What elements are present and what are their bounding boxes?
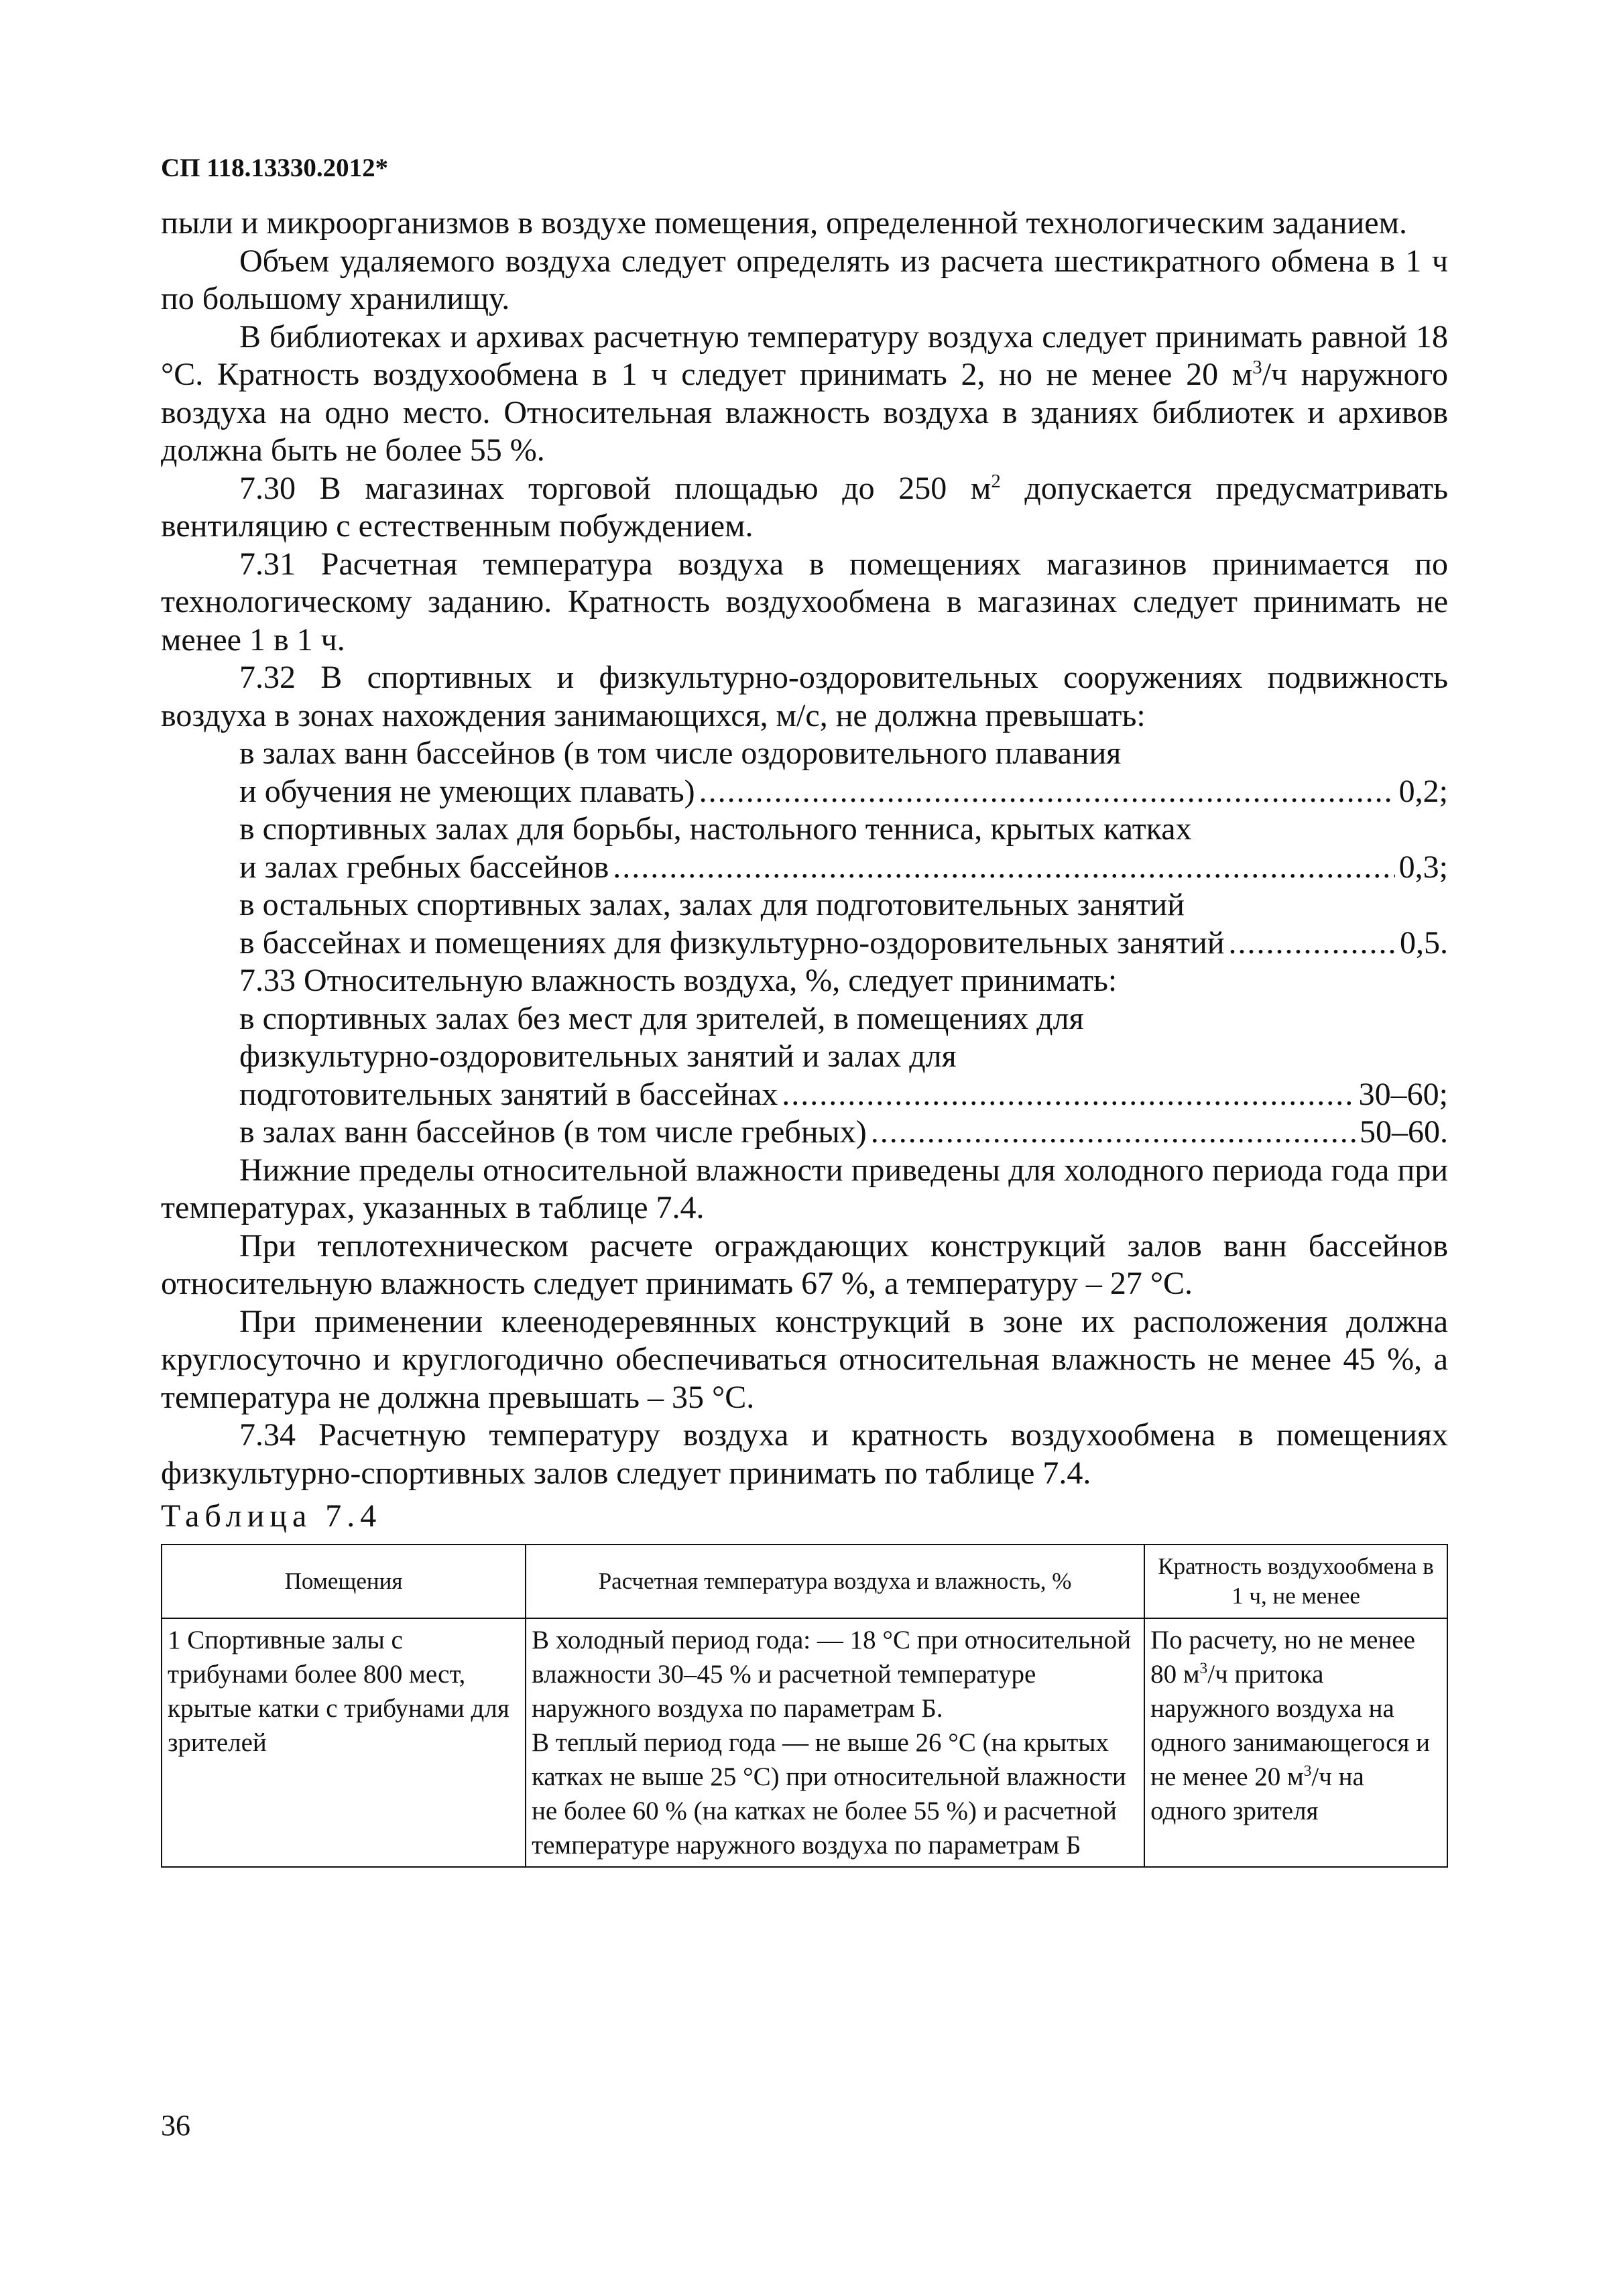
table-cell (1144, 1618, 1447, 1867)
table-row (162, 1618, 1447, 1867)
table-caption: Таблица 7.4 (161, 1498, 382, 1534)
text-segment: /ч притока наружного воздуха на одного занимающегося и не менее 20 м (1150, 1659, 1430, 1791)
paragraph: 7.33 Относительную влажность воздуха, %, следует принимать: (239, 963, 1118, 998)
text-segment: 7.30 В магазинах торговой площадью до 250 м (239, 470, 991, 506)
list-text: в залах ванн бассейнов (в том числе гребных) (239, 1114, 867, 1150)
paragraph (161, 318, 1448, 470)
list-line: физкультурно-оздоровительных занятий и залах для (239, 1038, 957, 1074)
list-text: подготовительных занятий в бассейнах (239, 1076, 778, 1112)
list-line-with-value (161, 1076, 1448, 1114)
list-text: и залах гребных бассейнов (239, 849, 609, 885)
cell-paragraph: В теплый период года — не выше 26 °С (на крытых катках не выше 25 °С) при относительной влажности не более 60 % (на катках не более 55 %) и расчетной температуре наружного воздуха по параметрам Б (532, 1728, 1126, 1860)
paragraph: Объем удаляемого воздуха следует определять из расчета шестикратного обмена в 1 ч по большому хранилищу. (161, 243, 1448, 316)
superscript: 3 (1199, 1659, 1208, 1677)
dot-leader (782, 1076, 1354, 1114)
table-header-row (162, 1545, 1447, 1618)
paragraph: 7.32 В спортивных и физкультурно-оздоровительных сооружениях подвижность воздуха в зонах нахождения занимающихся, м/с, не должна превышать: (161, 660, 1448, 733)
paragraph: 7.31 Расчетная температура воздуха в помещениях магазинов принимается по технологическому заданию. Кратность воздухообмена в магазинах следует принимать не менее 1 в 1 ч. (161, 546, 1448, 658)
text-segment: В библиотеках и архивах расчетную температуру воздуха следует принимать равной 18 °С. Кратность воздухообмена в 1 ч следует принимать 2, но не менее 20 м (161, 318, 1448, 392)
list-value: 0,2; (1398, 773, 1448, 809)
superscript: 2 (991, 470, 1001, 492)
list-value: 50–60. (1360, 1114, 1448, 1150)
list-line: в спортивных залах для борьбы, настольного тенниса, крытых катках (239, 811, 1192, 847)
superscript: 3 (1252, 357, 1262, 378)
dot-leader (871, 1113, 1356, 1152)
table-cell: 1 Спортивные залы с трибунами более 800 мест, крытые катки с трибунами для зрителей (162, 1618, 526, 1867)
paragraph: 7.34 Расчетную температуру воздуха и кратность воздухообмена в помещениях физкультурно-спортивных залов следует принимать по таблице 7.4. (161, 1417, 1448, 1491)
document-code: СП 118.13330.2012* (161, 154, 389, 182)
paragraph: пыли и микроорганизмов в воздухе помещения, определенной технологическим заданием. (161, 205, 1407, 241)
paragraph: При теплотехническом расчете ограждающих конструкций залов ванн бассейнов относительную влажность следует принимать 67 %, а температуру – 27 °С. (161, 1227, 1448, 1301)
paragraph (161, 470, 1448, 546)
list-line: в остальных спортивных залах, залах для подготовительных занятий (239, 887, 1185, 922)
page-body (161, 204, 1448, 1868)
superscript: 3 (1303, 1762, 1312, 1780)
text-segment: По расчету, но не менее 80 м (1150, 1625, 1415, 1689)
data-table (161, 1544, 1448, 1868)
table-cell (526, 1618, 1144, 1867)
list-value: 0,3; (1398, 849, 1448, 885)
table-header-cell: Расчетная температура воздуха и влажность, % (526, 1545, 1144, 1618)
paragraph: Нижние пределы относительной влажности приведены для холодного периода года при температурах, указанных в таблице 7.4. (161, 1152, 1448, 1225)
paragraph: При применении клеенодеревянных конструкций в зоне их расположения должна круглосуточно и круглогодично обеспечиваться относительная влажность не менее 45 %, а температура не должна превышать – 35 °С. (161, 1303, 1448, 1415)
list-line: в спортивных залах без мест для зрителей, в помещениях для (239, 1000, 1084, 1036)
list-text: и обучения не умеющих плавать) (239, 773, 695, 809)
table-header-cell: Кратность воздухообмена в 1 ч, не менее (1144, 1545, 1447, 1618)
list-value: 30–60; (1358, 1076, 1448, 1112)
list-line-with-value (161, 773, 1448, 811)
dot-leader (1229, 924, 1396, 963)
list-line-with-value (161, 924, 1448, 963)
text-segment: допускается предусматривать вентиляцию с естественным побуждением. (161, 470, 1449, 544)
dot-leader (613, 849, 1394, 887)
list-value: 0,5. (1400, 924, 1448, 961)
text-segment: /ч наружного воздуха на одно место. Относительная влажность воздуха в зданиях библиотек и архивов должна быть не более 55 %. (161, 357, 1449, 468)
dot-leader (699, 773, 1395, 811)
list-text: в бассейнах и помещениях для физкультурно-оздоровительных занятий (239, 924, 1225, 961)
list-line-with-value (161, 1113, 1448, 1152)
list-line: в залах ванн бассейнов (в том числе оздоровительного плавания (239, 735, 1122, 771)
text-segment: /ч на одного зрителя (1150, 1762, 1364, 1825)
list-line-with-value (161, 849, 1448, 887)
page-number: 36 (161, 2109, 190, 2142)
cell-paragraph: В холодный период года: — 18 °С при относительной влажности 30–45 % и расчетной температуре наружного воздуха по параметрам Б. (532, 1625, 1132, 1723)
table-header-cell: Помещения (162, 1545, 526, 1618)
